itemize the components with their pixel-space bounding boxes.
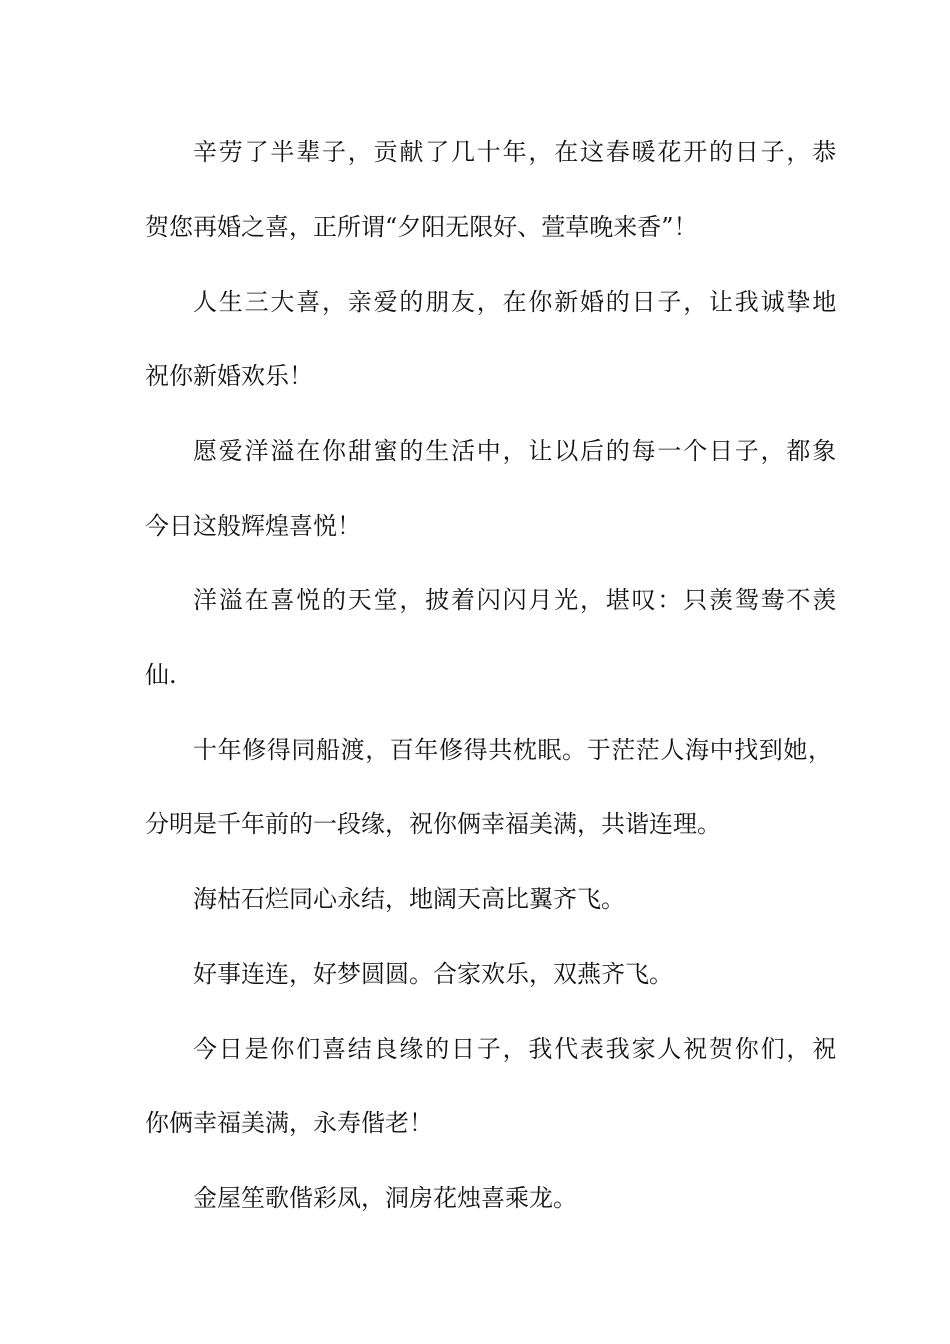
paragraph-8-line-1: 今日是你们喜结良缘的日子，我代表我家人祝贺你们，祝	[193, 1035, 838, 1063]
paragraph-5-line-2: 分明是千年前的一段缘，祝你俩幸福美满，共谐连理。	[145, 810, 721, 838]
paragraph-3-line-2: 今日这般辉煌喜悦！	[145, 512, 361, 540]
paragraph-1-line-1: 辛劳了半辈子，贡献了几十年，在这春暖花开的日子，恭	[193, 138, 838, 166]
paragraph-2-line-2: 祝你新婚欢乐！	[145, 362, 313, 390]
paragraph-3-line-1: 愿爱洋溢在你甜蜜的生活中，让以后的每一个日子，都象	[193, 437, 838, 465]
paragraph-4-line-2: 仙.	[145, 661, 177, 689]
paragraph-6-line-1: 海枯石烂同心永结，地阔天高比翼齐飞。	[193, 885, 625, 913]
paragraph-2-line-1: 人生三大喜，亲爱的朋友，在你新婚的日子，让我诚挚地	[193, 288, 838, 316]
paragraph-5-line-1: 十年修得同船渡，百年修得共枕眠。于茫茫人海中找到她，	[193, 736, 833, 764]
paragraph-4-line-1: 洋溢在喜悦的天堂，披着闪闪月光，堪叹：只羡鸳鸯不羡	[193, 586, 838, 614]
paragraph-8-line-2: 你俩幸福美满，永寿偕老！	[145, 1109, 433, 1137]
paragraph-9-line-1: 金屋笙歌偕彩凤，洞房花烛喜乘龙。	[193, 1184, 577, 1212]
paragraph-1-line-2: 贺您再婚之喜，正所谓“夕阳无限好、萱草晚来香”！	[145, 213, 698, 241]
paragraph-7-line-1: 好事连连，好梦圆圆。合家欢乐，双燕齐飞。	[193, 960, 673, 988]
